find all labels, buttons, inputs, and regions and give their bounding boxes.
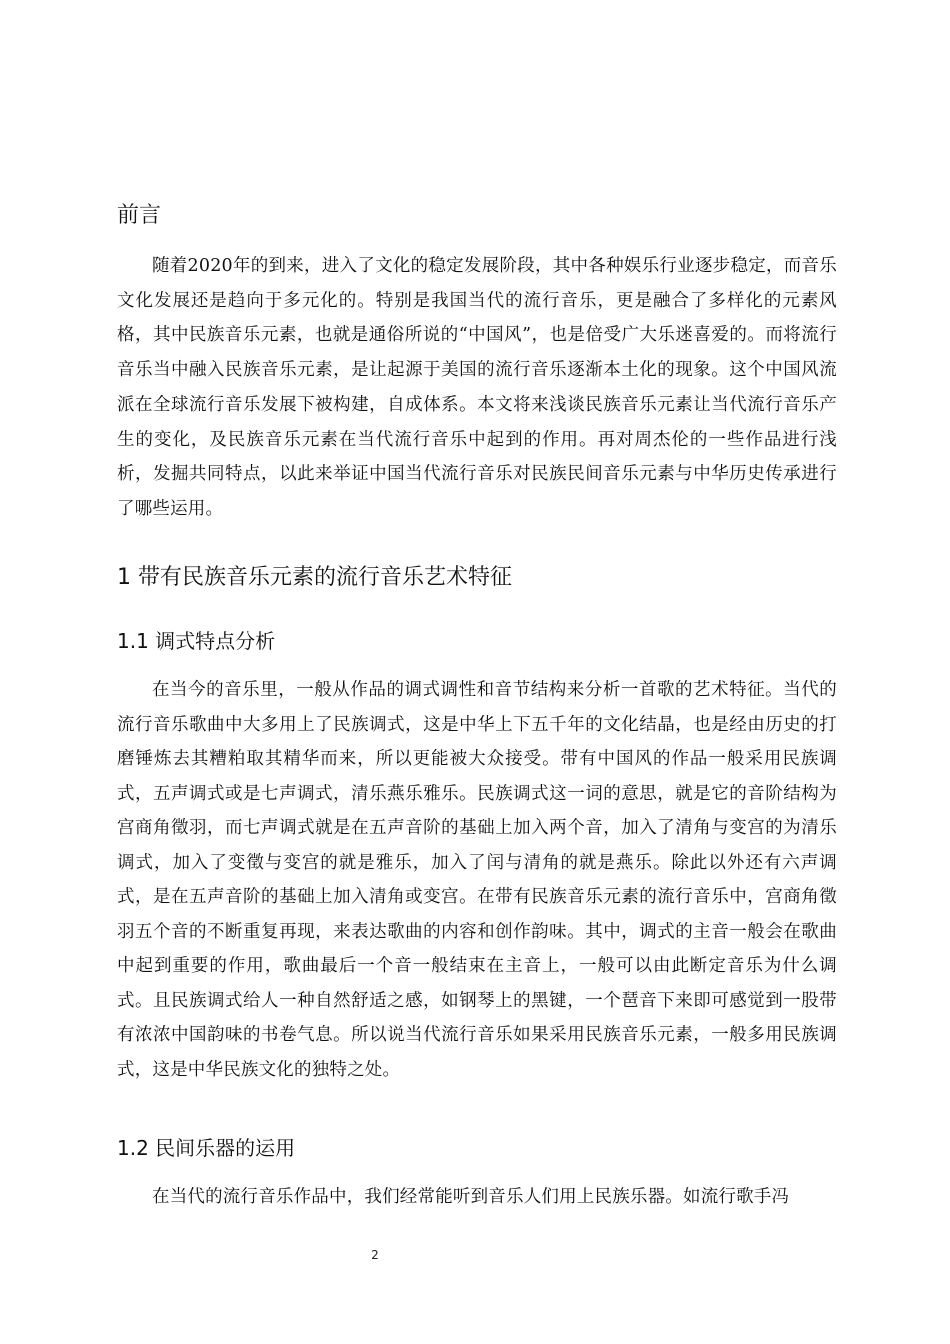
page-number: 2 (371, 1248, 379, 1262)
preface-paragraph: 随着2020年的到来，进入了文化的稳定发展阶段，其中各种娱乐行业逐步稳定，而音乐文化发展还是趋向于多元化的。特别是我国当代的流行音乐，更是融合了多样化的元素风格，其中民族音乐元素，也就是通俗所说的“中国风”，也是倍受广大乐迷喜爱的。而将流行音乐当中融入民族音乐元素，是让起源于美国的流行音乐逐渐本土化的现象。这个中国风流派在全球流行音乐发展下被构建，自成体系。本文将来浅谈民族音乐元素让当代流行音乐产生的变化，及民族音乐元素在当代流行音乐中起到的作用。再对周杰伦的一些作品进行浅析，发掘共同特点，以此来举证中国当代流行音乐对民族民间音乐元素与中华历史传承进行了哪些运用。 (117, 256, 837, 519)
preface-heading: 前言 (117, 203, 162, 228)
section-1-heading: 1 带有民族音乐元素的流行音乐艺术特征 (117, 565, 512, 590)
section-1-1-heading: 1.1 调式特点分析 (117, 629, 276, 653)
section-1-1-paragraph: 在当今的音乐里，一般从作品的调式调性和音节结构来分析一首歌的艺术特征。当代的流行音乐歌曲中大多用上了民族调式，这是中华上下五千年的文化结晶，也是经由历史的打磨锤炼去其糟粕取其精华而来，所以更能被大众接受。带有中国风的作品一般采用民族调式，五声调式或是七声调式，清乐燕乐雅乐。民族调式这一词的意思，就是它的音阶结构为宫商角徵羽，而七声调式就是在五声音阶的基础上加入两个音，加入了清角与变宫的为清乐调式，加入了变徵与变宫的就是雅乐，加入了闰与清角的就是燕乐。除此以外还有六声调式，是在五声音阶的基础上加入清角或变宫。在带有民族音乐元素的流行音乐中，宫商角徵羽五个音的不断重复再现，来表达歌曲的内容和创作韵味。其中，调式的主音一般会在歌曲中起到重要的作用，歌曲最后一个音一般结束在主音上，一般可以由此断定音乐为什么调式。且民族调式给人一种自然舒适之感，如钢琴上的黑键，一个琶音下来即可感觉到一股带有浓浓中国韵味的书卷气息。所以说当代流行音乐如果采用民族音乐元素，一般多用民族调式，这是中华民族文化的独特之处。 (117, 680, 837, 1080)
section-1-2-heading: 1.2 民间乐器的运用 (117, 1136, 296, 1160)
section-1-2-paragraph: 在当代的流行音乐作品中，我们经常能听到音乐人们用上民族乐器。如流行歌手冯 (152, 1187, 790, 1207)
